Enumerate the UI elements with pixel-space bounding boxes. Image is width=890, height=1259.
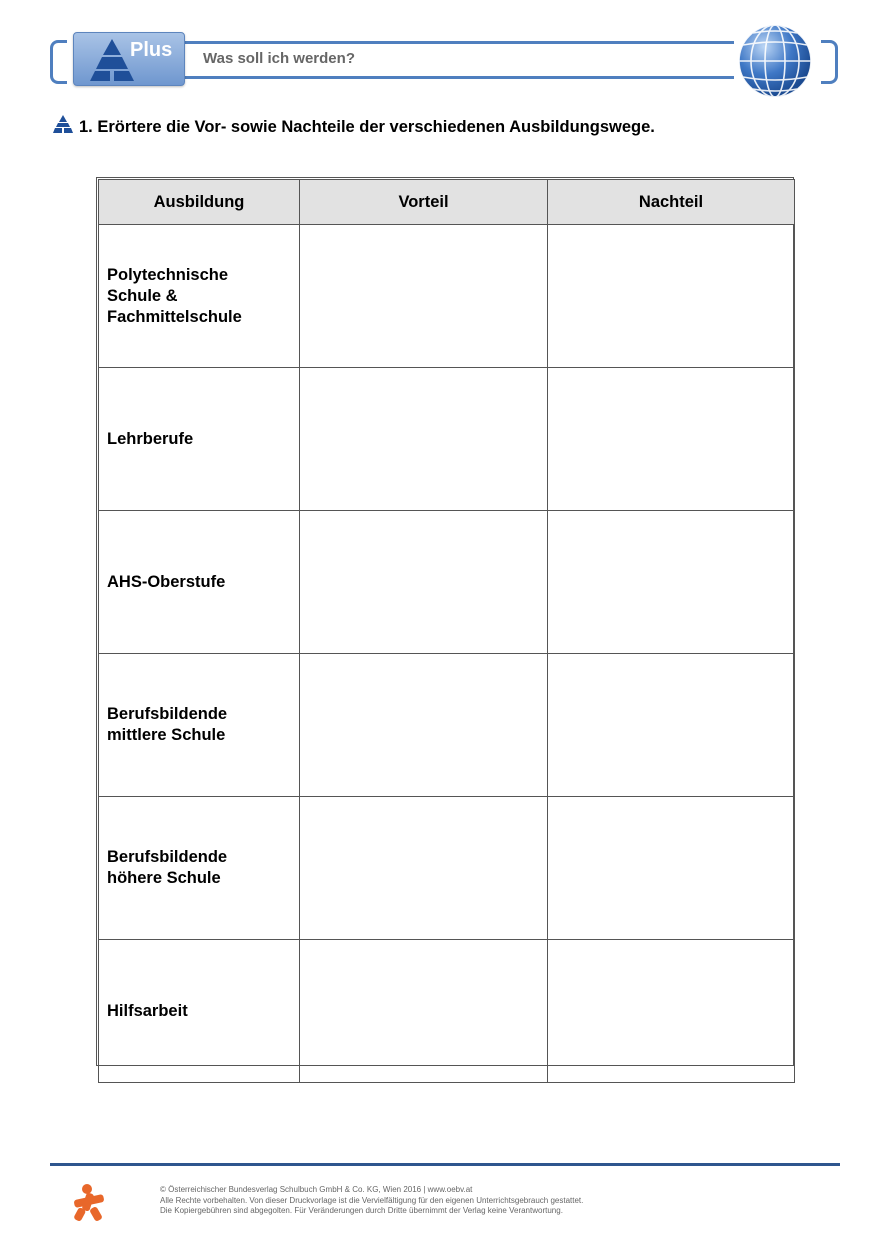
table-row xyxy=(99,511,795,654)
logo-text: Plus xyxy=(130,39,173,61)
plus-logo xyxy=(73,32,185,86)
vorteil-cell[interactable] xyxy=(300,797,548,940)
table-header-row xyxy=(99,180,795,225)
row-label-lehrberufe: Lehrberufe xyxy=(99,368,300,511)
col-header-ausbildung: Ausbildung xyxy=(99,180,300,225)
table-row xyxy=(99,940,795,1083)
table-row xyxy=(99,225,795,368)
nachteil-cell[interactable] xyxy=(548,225,795,368)
row-label-bhs: Berufsbildende höhere Schule xyxy=(99,797,300,940)
globe-icon xyxy=(737,23,813,99)
comparison-table xyxy=(96,177,794,1066)
nachteil-cell[interactable] xyxy=(548,511,795,654)
row-label-hilfsarbeit: Hilfsarbeit xyxy=(99,940,300,1083)
footer-rule xyxy=(50,1163,840,1166)
nachteil-cell[interactable] xyxy=(548,940,795,1083)
task-pyramid-icon xyxy=(53,115,73,133)
table-row xyxy=(99,654,795,797)
col-header-nachteil: Nachteil xyxy=(548,180,795,225)
table-row xyxy=(99,368,795,511)
col-header-vorteil: Vorteil xyxy=(300,180,548,225)
pyramid-icon xyxy=(90,37,134,81)
table-row xyxy=(99,797,795,940)
nachteil-cell[interactable] xyxy=(548,797,795,940)
nachteil-cell[interactable] xyxy=(548,368,795,511)
vorteil-cell[interactable] xyxy=(300,940,548,1083)
row-label-polytechnische: Polytechnische Schule & Fachmittelschule xyxy=(99,225,300,368)
publisher-logo-icon xyxy=(70,1182,110,1222)
vorteil-cell[interactable] xyxy=(300,511,548,654)
header-bracket-right xyxy=(821,40,838,84)
row-label-ahs-oberstufe: AHS-Oberstufe xyxy=(99,511,300,654)
header-rule-bottom xyxy=(184,76,734,79)
header-rule-top xyxy=(184,41,734,44)
header-bracket-left xyxy=(50,40,67,84)
page-title: Was soll ich werden? xyxy=(203,50,355,67)
footer-copyright: © Österreichischer Bundesverlag Schulbuch GmbH & Co. KG, Wien 2016 | www.oebv.at Alle Rechte vorbehalten. Von dieser Druckvorlage ist die Vervielfältigung für den eigenen Unterrichtsgebrauch gestattet. Die Kopiergebühren sind abgegolten. Für Veränderungen durch Dritte übernimmt der Verlag keine Verantwortung. xyxy=(160,1185,584,1215)
row-label-bms: Berufsbildende mittlere Schule xyxy=(99,654,300,797)
task-instruction: 1. Erörtere die Vor- sowie Nachteile der verschiedenen Ausbildungswege. xyxy=(79,118,655,136)
vorteil-cell[interactable] xyxy=(300,368,548,511)
vorteil-cell[interactable] xyxy=(300,654,548,797)
vorteil-cell[interactable] xyxy=(300,225,548,368)
nachteil-cell[interactable] xyxy=(548,654,795,797)
